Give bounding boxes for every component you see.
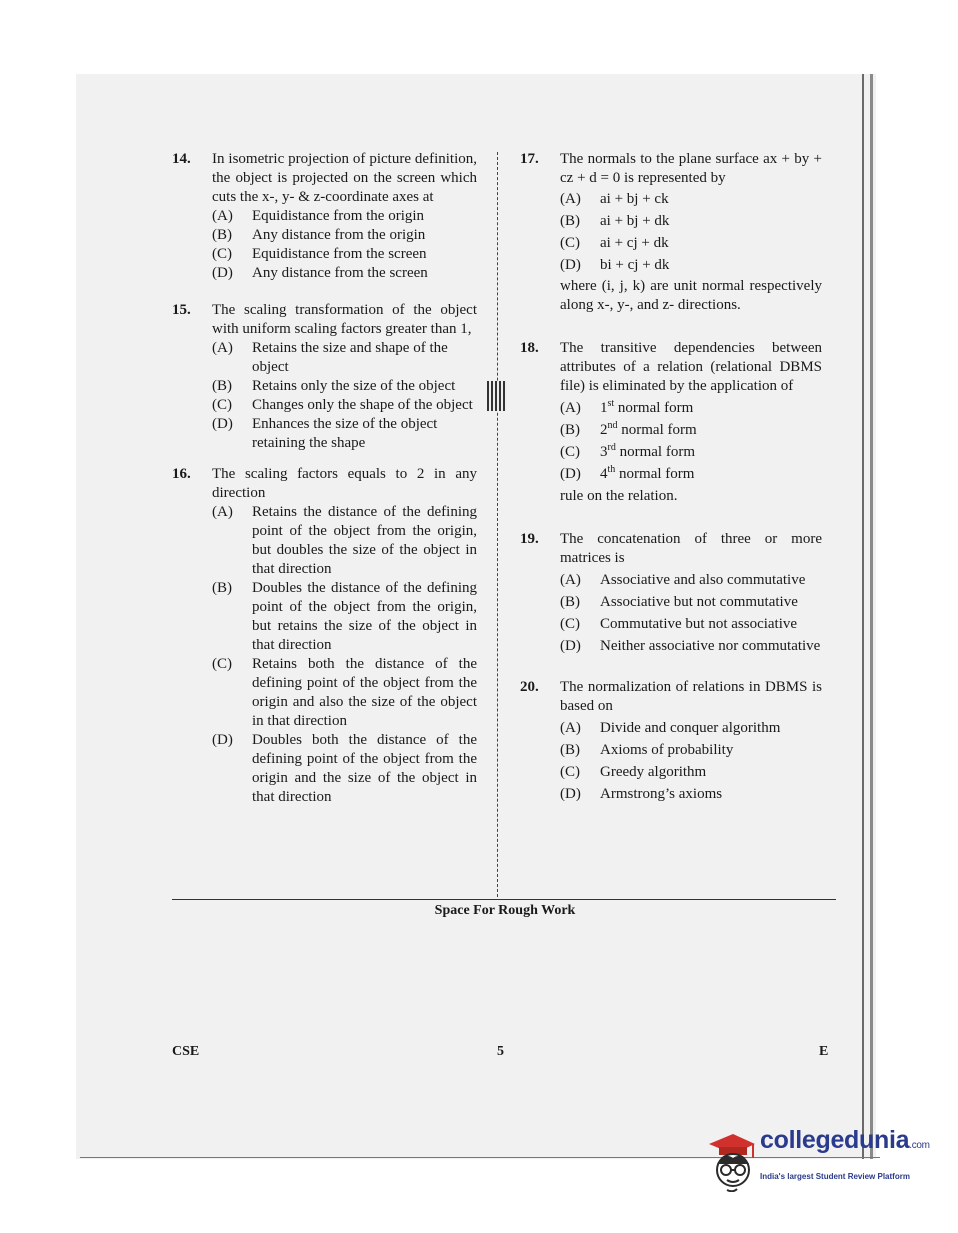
question-18 [520,339,822,506]
logo-wordmark: collegedunia.com [760,1126,930,1154]
option-b: (B) 2nd normal form [560,420,697,438]
question-note: rule on the relation. [560,488,678,504]
option-b: (B) Associative but not commutative [560,594,798,610]
right-column [520,150,822,804]
question-stem: The transitive dependencies between attributes of a relation (relational DBMS file) is eliminated by the application of [560,340,822,394]
option-d: (D) Armstrong’s axioms [560,786,723,802]
option-d: (D) Any distance from the screen [212,265,428,281]
question-stem: In isometric projection of picture definition, the object is projected on the screen which cuts the x-, y- & z-coordinate axes at [212,151,477,205]
option-a: (A) Divide and conquer algorithm [560,720,781,736]
question-number: 14. [172,151,191,167]
rough-work-label: Space For Rough Work [434,903,576,918]
option-c: (C) Equidistance from the screen [212,246,427,262]
option-d: (D) Neither associative nor commutative [560,638,821,654]
option-d: (D) Doubles both the distance of the defining point of the object from the origin and the size of the object in that direction [212,732,477,805]
footer-page-number: 5 [497,1044,504,1059]
question-19 [520,530,822,656]
collegedunia-logo [703,1126,928,1196]
option-c: (C) 3rd normal form [560,442,695,460]
left-column [172,150,477,807]
question-17 [520,150,822,315]
page-edge [870,74,873,1159]
option-b: (B) Retains only the size of the object [212,378,456,394]
question-stem: The scaling factors equals to 2 in any direction [212,466,477,501]
question-14 [172,150,477,283]
option-c: (C) ai + cj + dk [560,235,669,251]
question-stem: The normalization of relations in DBMS is based on [560,679,822,714]
question-note: where (i, j, k) are unit normal respectively along x-, y-, and z- directions. [560,278,822,313]
question-number: 17. [520,151,539,167]
question-stem: The concatenation of three or more matrices is [560,531,822,566]
option-a: (A) 1st normal form [560,398,694,416]
rough-work-divider [172,899,836,900]
question-number: 16. [172,466,191,482]
question-stem: The scaling transformation of the object with uniform scaling factors greater than 1, [212,302,477,337]
footer-series: E [819,1044,829,1059]
option-b: (B) ai + bj + dk [560,213,670,229]
option-d: (D) Enhances the size of the object retaining the shape [212,416,438,451]
option-b: (B) Any distance from the origin [212,227,426,243]
footer-subject: CSE [172,1044,200,1059]
option-a: (A) Retains the distance of the defining point of the object from the origin, but doubles the size of the object in that direction [212,504,477,577]
question-15 [172,301,477,453]
option-d: (D) bi + cj + dk [560,257,670,273]
logo-tagline: India's largest Student Review Platform [760,1172,910,1181]
question-stem: The normals to the plane surface ax + by + cz + d = 0 is represented by [560,151,822,186]
option-c: (C) Retains both the distance of the defining point of the object from the origin and also the size of the object in that direction [212,656,477,729]
option-c: (C) Changes only the shape of the object [212,397,473,413]
question-16 [172,465,477,807]
option-a: (A) Retains the size and shape of the object [212,340,448,375]
qr-code-icon [487,381,507,411]
column-divider [497,152,499,897]
question-number: 15. [172,302,191,318]
option-a: (A) Equidistance from the origin [212,208,425,224]
page-edge [862,74,864,1159]
option-b: (B) Axioms of probability [560,742,734,758]
option-a: (A) ai + bj + ck [560,191,669,207]
student-mascot-icon [703,1130,757,1192]
option-c: (C) Greedy algorithm [560,764,707,780]
question-number: 18. [520,340,539,356]
option-c: (C) Commutative but not associative [560,616,798,632]
option-d: (D) 4th normal form [560,464,695,482]
option-b: (B) Doubles the distance of the defining point of the object from the origin, but retains the size of the object in that direction [212,580,477,653]
question-number: 20. [520,679,539,695]
question-number: 19. [520,531,539,547]
option-a: (A) Associative and also commutative [560,572,806,588]
question-20 [520,678,822,804]
